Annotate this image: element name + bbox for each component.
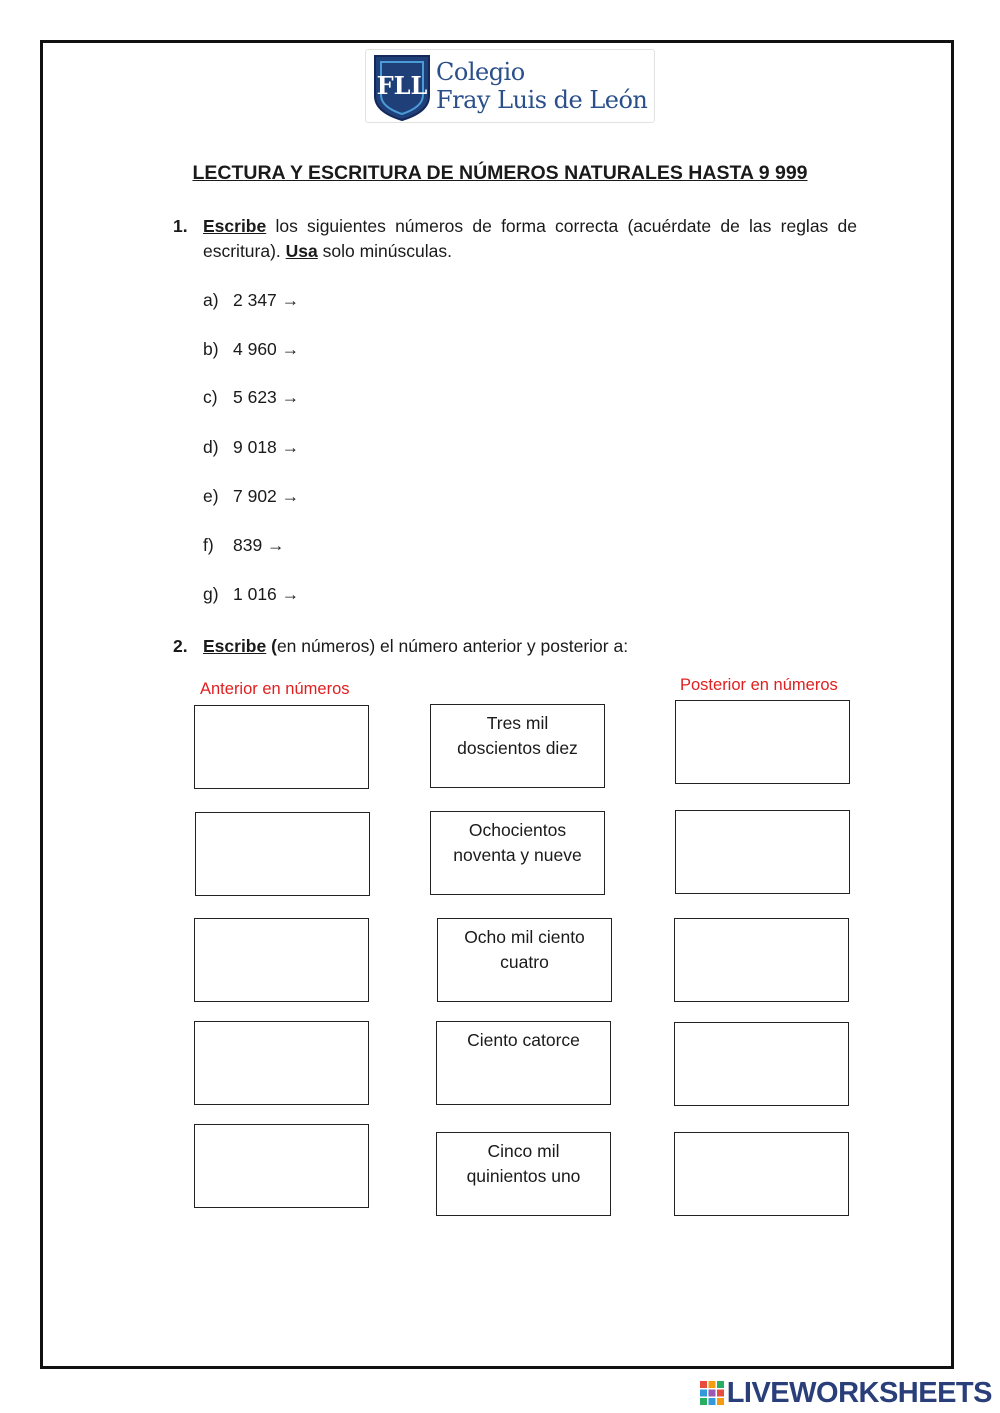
number-words-line: Ocho mil ciento <box>464 927 585 947</box>
number-words-line: Ciento catorce <box>467 1030 580 1050</box>
answer-box-anterior[interactable] <box>194 1021 369 1105</box>
answer-box-anterior[interactable] <box>195 812 370 896</box>
logo-line-1: Colegio <box>436 58 525 86</box>
number-words-line: Ochocientos <box>468 820 567 840</box>
exercise-1-item <box>203 436 299 458</box>
exercise-2-instructions <box>173 634 628 659</box>
exercise-2-paren: ( <box>266 636 277 656</box>
exercise-1-item <box>203 338 299 360</box>
exercise-1-verb: Escribe <box>203 216 267 236</box>
svg-text:FLL: FLL <box>376 71 428 100</box>
exercise-2-number: 2. <box>173 636 188 656</box>
answer-box-posterior[interactable] <box>674 1022 849 1106</box>
answer-box-anterior[interactable] <box>194 1124 369 1208</box>
exercise-1-item <box>203 485 299 507</box>
number-words-box <box>430 811 605 895</box>
number-words-line: quinientos uno <box>466 1166 581 1186</box>
number-words-line: cuatro <box>500 952 549 972</box>
exercise-1-item <box>203 289 299 311</box>
number-words-box <box>436 1132 611 1216</box>
exercise-1-text-a: los siguientes números de forma correcta (acuérdate de las reglas de escritura). <box>203 216 857 261</box>
item-value: 4 960 → <box>233 339 300 359</box>
exercise-1-verb-2: Usa <box>285 241 318 261</box>
item-letter: c) <box>203 387 218 407</box>
item-value: 839 → <box>233 535 285 555</box>
exercise-1-number: 1. <box>173 216 188 236</box>
number-words-line: Tres mil <box>486 713 549 733</box>
shield-icon <box>371 52 433 122</box>
number-words-line: Cinco mil <box>487 1141 560 1161</box>
item-value: 7 902 → <box>233 486 300 506</box>
number-words-box <box>437 918 612 1002</box>
exercise-1-instructions <box>173 214 857 264</box>
exercise-1-item <box>203 583 299 605</box>
exercise-2-text: en números) el número anterior y posterior a: <box>276 636 629 656</box>
item-value: 9 018 → <box>233 437 300 457</box>
number-words-box <box>436 1021 611 1105</box>
item-value: 1 016 → <box>233 584 300 604</box>
item-value: 2 347 → <box>233 290 300 310</box>
exercise-1-item <box>203 386 299 408</box>
school-logo <box>365 49 655 123</box>
logo-line-2: Fray Luis de León <box>436 86 648 114</box>
exercise-1-text-b: solo minúsculas. <box>317 241 452 261</box>
answer-box-anterior[interactable] <box>194 918 369 1002</box>
item-letter: f) <box>203 535 214 555</box>
number-words-box <box>430 704 605 788</box>
liveworksheets-watermark <box>699 1376 992 1410</box>
number-words-line: doscientos diez <box>457 738 578 758</box>
answer-box-posterior[interactable] <box>674 1132 849 1216</box>
item-letter: d) <box>203 437 219 457</box>
logo-text <box>436 58 647 114</box>
item-letter: b) <box>203 339 219 359</box>
exercise-2-verb: Escribe <box>203 636 267 656</box>
item-value: 5 623 → <box>233 387 300 407</box>
label-posterior: Posterior en números <box>680 676 838 694</box>
answer-box-anterior[interactable] <box>194 705 369 789</box>
answer-box-posterior[interactable] <box>674 918 849 1002</box>
exercise-1-item <box>203 534 285 556</box>
number-words-line: noventa y nueve <box>453 845 582 865</box>
answer-box-posterior[interactable] <box>675 700 850 784</box>
item-letter: e) <box>203 486 219 506</box>
answer-box-posterior[interactable] <box>675 810 850 894</box>
page-title: LECTURA Y ESCRITURA DE NÚMEROS NATURALES HASTA 9 999 <box>192 162 808 184</box>
label-anterior: Anterior en números <box>200 680 350 698</box>
watermark-text: LIVEWORKSHEETS <box>726 1376 992 1409</box>
item-letter: a) <box>203 290 219 310</box>
item-letter: g) <box>203 584 219 604</box>
liveworksheets-logo-icon <box>699 1380 725 1406</box>
